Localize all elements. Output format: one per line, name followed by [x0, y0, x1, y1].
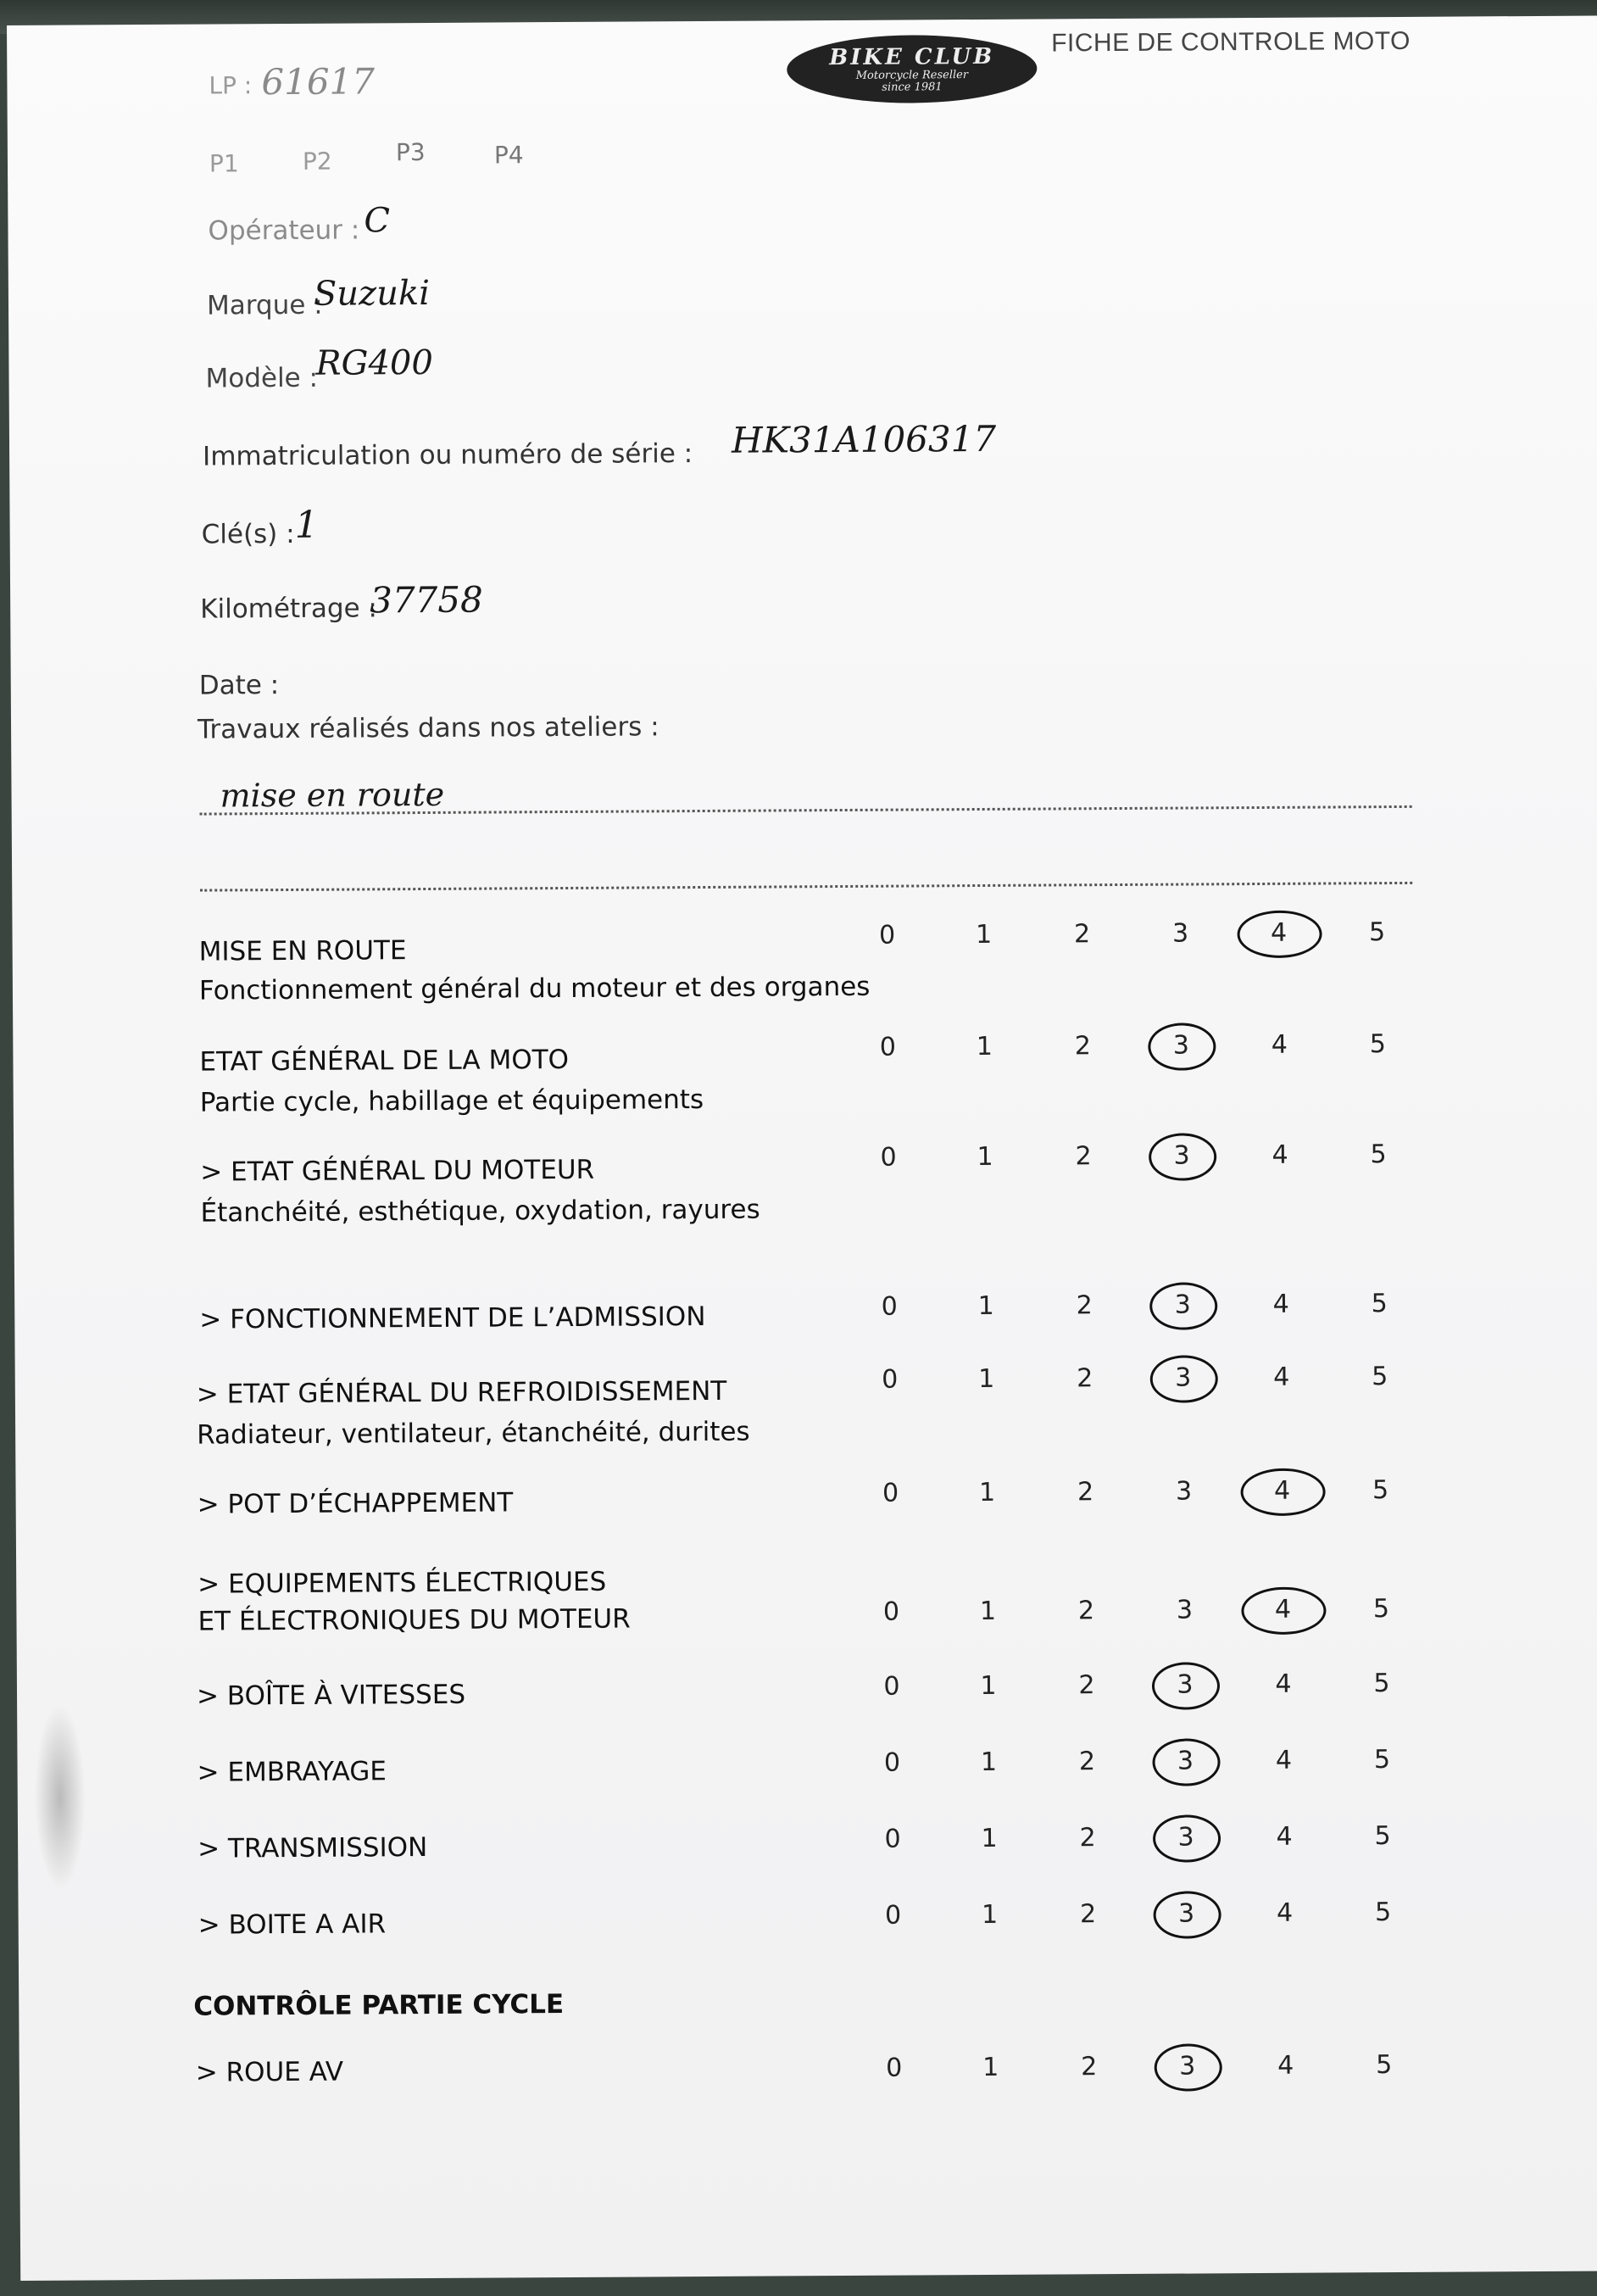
- marque-value: Suzuki: [313, 273, 431, 314]
- row-subtitle: Étanchéité, esthétique, oxydation, rayures: [200, 1194, 760, 1229]
- score-option-4[interactable]: 4: [1277, 2050, 1294, 2081]
- marque-label: Marque :: [206, 289, 323, 321]
- score-option-1[interactable]: 1: [981, 1899, 999, 1931]
- score-option-5[interactable]: 5: [1371, 1289, 1388, 1319]
- logo-text: BIKE CLUB: [829, 43, 995, 71]
- score-option-1[interactable]: 1: [982, 2052, 999, 2083]
- score-option-2[interactable]: 2: [1077, 1363, 1093, 1394]
- kilometrage-label: Kilométrage :: [200, 593, 378, 625]
- score-option-1[interactable]: 1: [981, 1823, 998, 1854]
- logo-since: since 1981: [882, 81, 943, 94]
- bike-club-logo: [787, 35, 1037, 104]
- score-option-1[interactable]: 1: [978, 1363, 995, 1395]
- score-option-1[interactable]: 1: [975, 919, 993, 950]
- row-title: > BOITE A AIR: [198, 1909, 387, 1941]
- score-option-3[interactable]: 3: [1151, 1026, 1210, 1065]
- score-option-0[interactable]: 0: [882, 1597, 900, 1627]
- score-option-3[interactable]: 3: [1158, 2047, 1217, 2086]
- score-option-4[interactable]: 4: [1252, 1472, 1311, 1511]
- score-option-2[interactable]: 2: [1074, 1031, 1092, 1062]
- score-option-3[interactable]: 3: [1154, 1358, 1213, 1397]
- score-option-4[interactable]: 4: [1253, 1591, 1312, 1630]
- logo-subtitle: Motorcycle Reseller: [855, 69, 969, 82]
- kilometrage-value: 37758: [369, 578, 483, 621]
- score-option-5[interactable]: 5: [1373, 1745, 1391, 1775]
- lp-label: LP :: [209, 71, 253, 100]
- score-option-5[interactable]: 5: [1372, 1362, 1388, 1392]
- position-p3: P3: [395, 137, 426, 167]
- modele-value: RG400: [315, 343, 434, 383]
- score-option-2[interactable]: 2: [1076, 1290, 1093, 1321]
- score-option-3[interactable]: 3: [1153, 1285, 1212, 1324]
- score-option-1[interactable]: 1: [980, 1747, 998, 1778]
- score-option-4[interactable]: 4: [1273, 1362, 1290, 1392]
- score-option-3[interactable]: 3: [1175, 1476, 1193, 1507]
- score-option-3[interactable]: 3: [1155, 1665, 1215, 1704]
- score-option-2[interactable]: 2: [1078, 1670, 1095, 1701]
- operateur-label: Opérateur :: [208, 215, 360, 247]
- score-option-2[interactable]: 2: [1077, 1596, 1095, 1626]
- section-partie-cycle: CONTRÔLE PARTIE CYCLE: [193, 1989, 565, 2022]
- immatriculation-value: HK31A106317: [731, 417, 997, 461]
- score-option-0[interactable]: 0: [886, 2053, 903, 2083]
- travaux-label: Travaux réalisés dans nos ateliers :: [197, 711, 659, 745]
- date-label: Date :: [198, 670, 280, 701]
- lp-value: 61617: [261, 60, 376, 103]
- position-p1: P1: [209, 149, 239, 178]
- modele-label: Modèle :: [205, 362, 319, 394]
- score-option-0[interactable]: 0: [880, 1142, 897, 1173]
- score-option-3[interactable]: 3: [1176, 1595, 1194, 1625]
- score-option-0[interactable]: 0: [882, 1364, 899, 1395]
- cles-label: Clé(s) :: [201, 518, 295, 550]
- score-option-0[interactable]: 0: [878, 920, 896, 950]
- score-option-4[interactable]: 4: [1276, 1821, 1293, 1852]
- row-title: > ETAT GÉNÉRAL DU REFROIDISSEMENT: [196, 1375, 727, 1410]
- score-option-4[interactable]: 4: [1272, 1289, 1289, 1319]
- score-option-5[interactable]: 5: [1374, 1898, 1392, 1928]
- position-p4: P4: [493, 141, 524, 170]
- score-option-5[interactable]: 5: [1372, 1594, 1390, 1624]
- score-option-5[interactable]: 5: [1372, 1475, 1389, 1506]
- score-option-0[interactable]: 0: [883, 1671, 900, 1702]
- score-option-0[interactable]: 0: [882, 1478, 899, 1508]
- row-title: > EQUIPEMENTS ÉLECTRIQUES: [198, 1566, 607, 1600]
- row-title: > EMBRAYAGE: [197, 1756, 387, 1788]
- position-p2: P2: [302, 147, 332, 176]
- score-option-3[interactable]: 3: [1171, 918, 1189, 949]
- score-option-4[interactable]: 4: [1271, 1140, 1288, 1170]
- score-option-3[interactable]: 3: [1156, 1894, 1216, 1933]
- score-option-0[interactable]: 0: [879, 1032, 897, 1062]
- score-option-4[interactable]: 4: [1271, 1029, 1288, 1060]
- score-option-0[interactable]: 0: [883, 1747, 901, 1778]
- score-option-0[interactable]: 0: [884, 1824, 901, 1854]
- score-option-1[interactable]: 1: [979, 1596, 997, 1627]
- sheet-title: FICHE DE CONTROLE MOTO: [1051, 26, 1411, 58]
- row-subtitle: Radiateur, ventilateur, étanchéité, durites: [197, 1416, 750, 1451]
- control-sheet: [7, 16, 1597, 2281]
- travaux-value: mise en route: [220, 775, 445, 815]
- row-title: > ETAT GÉNÉRAL DU MOTEUR: [200, 1154, 595, 1188]
- travaux-line-2: [200, 882, 1412, 892]
- score-option-2[interactable]: 2: [1079, 1899, 1097, 1930]
- score-option-0[interactable]: 0: [884, 1900, 902, 1931]
- score-option-2[interactable]: 2: [1075, 1141, 1092, 1172]
- score-option-4[interactable]: 4: [1276, 1898, 1294, 1928]
- score-option-5[interactable]: 5: [1370, 1140, 1387, 1170]
- score-option-4[interactable]: 4: [1275, 1745, 1293, 1775]
- score-option-2[interactable]: 2: [1077, 1477, 1094, 1507]
- score-option-4[interactable]: 4: [1249, 914, 1308, 953]
- score-option-5[interactable]: 5: [1376, 2050, 1393, 2081]
- score-option-2[interactable]: 2: [1081, 2052, 1098, 2082]
- row-subtitle: Partie cycle, habillage et équipements: [199, 1084, 704, 1118]
- row-subtitle: Fonctionnement général du moteur et des organes: [198, 971, 871, 1006]
- score-option-5[interactable]: 5: [1373, 1669, 1390, 1699]
- score-option-2[interactable]: 2: [1079, 1823, 1096, 1853]
- row-title: MISE EN ROUTE: [198, 935, 407, 967]
- row-title: > ROUE AV: [195, 2056, 344, 2088]
- score-option-3[interactable]: 3: [1155, 1742, 1215, 1781]
- score-option-5[interactable]: 5: [1374, 1821, 1391, 1852]
- score-option-5[interactable]: 5: [1368, 917, 1386, 948]
- score-option-1[interactable]: 1: [978, 1477, 996, 1508]
- score-option-1[interactable]: 1: [977, 1141, 993, 1173]
- immatriculation-label: Immatriculation ou numéro de série :: [203, 438, 693, 472]
- score-option-3[interactable]: 3: [1156, 1818, 1216, 1857]
- row-title: > POT D’ÉCHAPPEMENT: [197, 1487, 514, 1520]
- row-title: ETAT GÉNÉRAL DE LA MOTO: [199, 1044, 570, 1078]
- score-option-1[interactable]: 1: [980, 1670, 997, 1702]
- operateur-value: C: [364, 201, 391, 241]
- score-option-2[interactable]: 2: [1078, 1747, 1096, 1777]
- row-title: > BOÎTE À VITESSES: [196, 1679, 466, 1712]
- scan-smudge: [34, 1703, 86, 1890]
- score-option-3[interactable]: 3: [1152, 1136, 1211, 1175]
- score-option-0[interactable]: 0: [881, 1291, 898, 1322]
- score-option-1[interactable]: 1: [977, 1290, 994, 1322]
- cles-value: 1: [294, 503, 319, 547]
- score-option-2[interactable]: 2: [1073, 919, 1091, 950]
- score-option-4[interactable]: 4: [1275, 1669, 1292, 1699]
- score-option-5[interactable]: 5: [1369, 1029, 1387, 1060]
- score-option-1[interactable]: 1: [976, 1031, 993, 1062]
- row-subtitle: ET ÉLECTRONIQUES DU MOTEUR: [198, 1603, 631, 1637]
- row-title: > FONCTIONNEMENT DE L’ADMISSION: [199, 1301, 706, 1335]
- row-title: > TRANSMISSION: [198, 1832, 428, 1864]
